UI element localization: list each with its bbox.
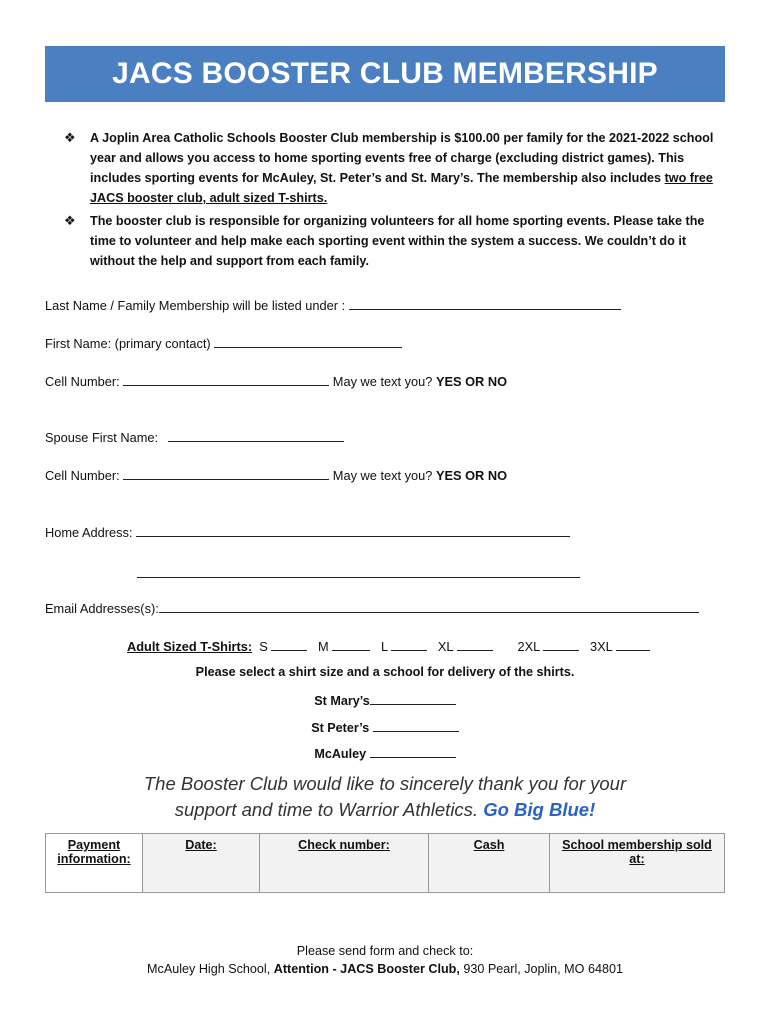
home-address-row [45, 524, 570, 540]
cash-cell[interactable] [429, 834, 550, 893]
membership-text: A Joplin Area Catholic Schools Booster Club membership is $100.00 per family for the 2021-2022 school year and allows you access to home sporting events free of charge (excluding district games). This includes sporting events for McAuley, St. Peter’s and St. Mary’s. The membership also includes [90, 131, 714, 185]
spouse-cell-row [45, 467, 507, 483]
volunteer-text: The booster club is responsible for organizing volunteers for all home sporting events. Please take the time to volunteer and help make each sporting event within the system a success. We couldn’t do it without the help and support from each family. [90, 214, 705, 268]
home-address-field-line2[interactable] [137, 564, 580, 578]
size-m-field[interactable] [332, 638, 370, 651]
footer-line-1: Please send form and check to: [296, 944, 474, 958]
table-header: Check number: [298, 838, 390, 852]
spouse-name-row [45, 429, 344, 445]
footer-attention: Attention - JACS Booster Club, [273, 962, 460, 976]
date-cell[interactable] [143, 834, 260, 893]
footer-school: McAuley High School, [147, 962, 271, 976]
thanks-line-2: support and time to Warrior Athletics. [174, 799, 479, 820]
first-name-label: First Name: (primary contact) [45, 336, 211, 351]
check-number-cell[interactable] [260, 834, 429, 893]
footer [0, 942, 770, 978]
school-st-marys-field[interactable] [370, 692, 456, 705]
size-xl-field[interactable] [457, 638, 493, 651]
size-2xl-field[interactable] [543, 638, 579, 651]
size-l: L [380, 639, 388, 654]
cell-number-label: Cell Number: [45, 374, 120, 389]
last-name-field[interactable] [349, 297, 621, 310]
tshirt-size-row [127, 638, 650, 654]
school-sold-at-cell[interactable] [550, 834, 725, 893]
first-name-row [45, 335, 402, 351]
yes-or-no-option[interactable]: YES OR NO [435, 374, 508, 389]
school-name: St Mary’s [314, 694, 370, 708]
cell-number-row [45, 373, 507, 389]
spouse-name-field[interactable] [168, 429, 344, 442]
last-name-row [45, 297, 621, 313]
school-name: McAuley [314, 747, 367, 761]
size-3xl-field[interactable] [616, 638, 650, 651]
spouse-text-question: May we text you? [332, 468, 433, 483]
size-l-field[interactable] [391, 638, 427, 651]
footer-address: 930 Pearl, Joplin, MO 64801 [463, 962, 623, 976]
diamond-bullet-icon: ❖ [64, 130, 76, 145]
first-name-field[interactable] [214, 335, 402, 348]
info-bullet-membership [64, 128, 724, 208]
size-s-field[interactable] [271, 638, 307, 651]
footer-line-2 [0, 960, 770, 978]
school-option-mcauley [0, 745, 770, 761]
spouse-cell-field[interactable] [123, 467, 329, 480]
last-name-label: Last Name / Family Membership will be listed under : [45, 298, 346, 313]
shirt-instruction: Please select a shirt size and a school for delivery of the shirts. [195, 665, 575, 679]
tshirt-size-label: Adult Sized T-Shirts: [127, 639, 253, 654]
spouse-yes-or-no-option[interactable]: YES OR NO [435, 468, 508, 483]
school-name: St Peter’s [311, 721, 370, 735]
text-question: May we text you? [332, 374, 433, 389]
cell-number-field[interactable] [123, 373, 329, 386]
diamond-bullet-icon: ❖ [64, 213, 76, 228]
table-header: Date: [185, 838, 217, 852]
page-title: JACS BOOSTER CLUB MEMBERSHIP [112, 57, 658, 90]
spouse-cell-label: Cell Number: [45, 468, 120, 483]
size-s: S [259, 639, 268, 654]
school-mcauley-field[interactable] [370, 745, 456, 758]
tshirt-offer-text: two free JACS booster club, adult sized T-shirts. [90, 171, 713, 205]
payment-table [45, 833, 725, 893]
size-xl: XL [437, 639, 454, 654]
table-row [46, 834, 725, 893]
table-header: Cash [473, 838, 505, 852]
home-address-label: Home Address: [45, 525, 133, 540]
thanks-line-1: The Booster Club would like to sincerely thank you for your [143, 773, 627, 794]
size-m: M [318, 639, 329, 654]
table-header: School membership sold at: [562, 838, 712, 866]
email-field[interactable] [159, 600, 699, 613]
payment-info-cell [46, 834, 143, 893]
size-3xl: 3XL [590, 639, 613, 654]
school-option-st-marys [0, 692, 770, 708]
thank-you-message [0, 771, 770, 823]
info-bullet-volunteers [64, 211, 724, 271]
title-banner [45, 46, 725, 102]
size-2xl: 2XL [517, 639, 540, 654]
email-row [45, 600, 699, 616]
spouse-name-label: Spouse First Name: [45, 430, 159, 445]
table-header: Payment information: [57, 838, 131, 866]
home-address-field[interactable] [136, 524, 570, 537]
school-st-peters-field[interactable] [373, 719, 459, 732]
school-option-st-peters [0, 719, 770, 735]
email-label: Email Addresses(s): [45, 601, 159, 616]
go-big-blue: Go Big Blue! [483, 799, 596, 820]
